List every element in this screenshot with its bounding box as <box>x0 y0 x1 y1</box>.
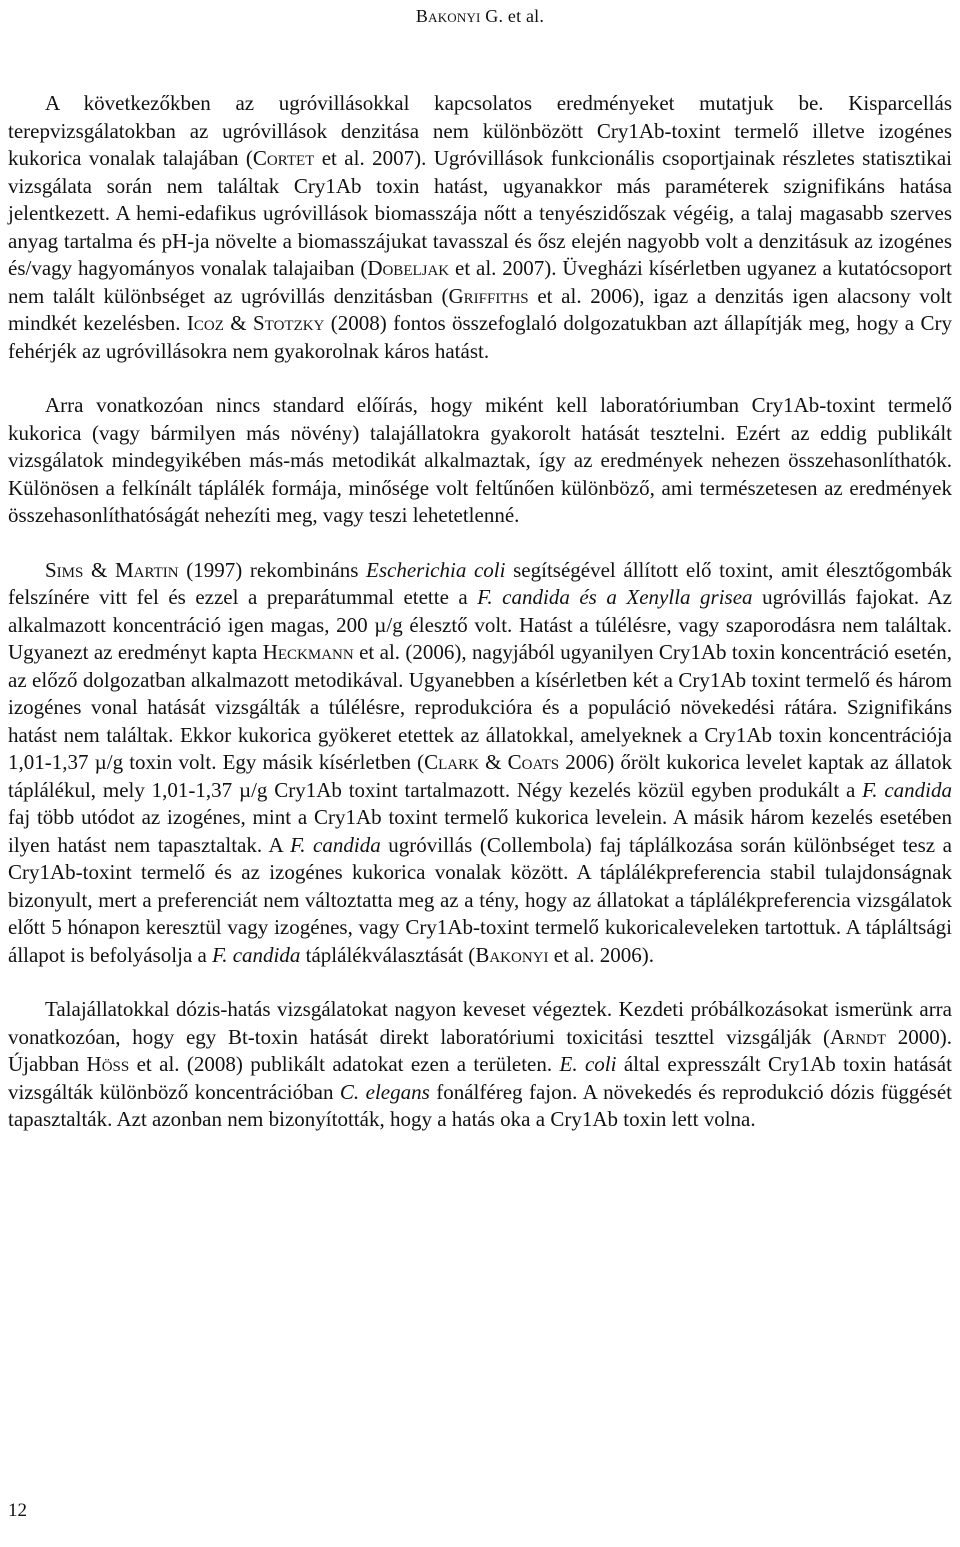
species-name: F. candida <box>862 777 952 802</box>
author-name: Icoz <box>186 311 224 335</box>
text-run: (1997) rekombináns <box>178 557 367 582</box>
text-run: et al. 2007). Üvegházi kísérletben ugyanez a kutatócsoport nem talált különbséget az ugróvillás denzitásban ( <box>8 256 952 308</box>
text-run: (2008) fontos összefoglaló dolgozatukban azt állapítják meg, hogy a Cry fehérjék az ugróvillásokra nem gyakorolnak káros hatást. <box>8 311 952 363</box>
text-run: & <box>83 557 115 582</box>
text-run: et al. 2006). <box>548 942 655 967</box>
author-name: Clark <box>424 750 479 774</box>
page-number: 12 <box>8 1500 27 1521</box>
text-run: faj több utódot az izogénes, mint a Cry1Ab toxint termelő kukorica levelein. A másik három kezelés esetében ilyen hatást nem tapasztaltak. A <box>8 805 952 857</box>
text-run: táplálékválasztását ( <box>300 942 476 967</box>
species-name: F. candida <box>212 942 301 967</box>
running-header <box>0 6 960 27</box>
author-name: Arndt <box>830 1024 887 1049</box>
author-name: Cortet <box>252 146 315 170</box>
text-run: et al. (2008) publikált adatokat ezen a területen. <box>129 1052 560 1076</box>
author-name: Dobeljak <box>367 256 450 280</box>
species-name: F. candida <box>290 832 381 857</box>
text-run: & <box>478 750 508 774</box>
text-run: ugróvillás (Collembola) faj táplálkozása során különbséget tesz a Cry1Ab-toxint termelő és az izogénes kukorica vonalak között. A táplálékpreferencia stabil tulajdonságnak bizonyult, mert a preferenciát nem változtatta meg az a tény, hogy az állatokat a táplálékpreferencia vizsgálatok előtt 5 hónapon keresztül vagy izogénes, vagy Cry1Ab-toxint termelő kukoricaleveleken tartottuk. A tápláltsági állapot is befolyásolja a <box>8 832 952 967</box>
text-run: et al. (2006), nagyjából ugyanilyen Cry1Ab toxin koncentráció esetén, az előző dolgozatban alkalmazott metodikával. Ugyanebben a kísérletben két a Cry1Ab toxint termelő és három izogénes vonal hatását vizsgálták a túlélésre, reprodukcióra és a populáció növekedési rátára. Szignifikáns hatást nem találtak. Ekkor kukorica gyökeret etettek az állatokkal, amelyeknek a Cry1Ab toxin koncentrációja 1,01-1,37 µ/g toxin volt. Egy másik kísérletben ( <box>8 640 952 774</box>
text-run: Talajállatokkal dózis-hatás vizsgálatokat nagyon keveset végeztek. Kezdeti próbálkozásokat ismerünk arra vonatkozóan, hogy egy Bt-toxin hatását direkt laboratóriumi toxicitási teszttel vizsgálják ( <box>8 997 952 1049</box>
author-name: Stotzky <box>253 311 325 335</box>
author-name: Coats <box>507 750 560 774</box>
author-name: Griffiths <box>448 283 529 308</box>
paragraph <box>8 392 952 530</box>
species-name: C. elegans <box>339 1079 430 1104</box>
author-name: Höss <box>86 1052 130 1076</box>
species-name: E. coli <box>559 1052 617 1076</box>
paragraph <box>8 90 952 365</box>
text-run: et al. 2006), igaz a denzitás igen alacsony volt mindkét kezelésben. <box>8 283 952 335</box>
paragraph <box>8 557 952 970</box>
text-run: et al. 2007). Ugróvillások funkcionális csoportjainak részletes statisztikai vizsgálata során nem találtak Cry1Ab toxin hatást, ugyanakkor más paraméterek szignifikáns hatása jelentkezett. A hemi-edafikus ugróvillások biomasszája nőtt a tenyészidőszak végéig, a talaj magasabb szerves anyag tartalma és pH-ja növelte a biomasszájukat tavasszal és ősz elején nagyobb volt a denzitásuk az izogénes és/vagy hagyományos vonalak talajaiban ( <box>8 146 952 280</box>
author-name: Bakonyi <box>475 942 549 967</box>
author-name: Sims <box>45 557 84 582</box>
text-run: & <box>223 311 253 335</box>
text-run: által expresszált Cry1Ab toxin hatását vizsgálták különböző koncentrációban <box>8 1052 952 1104</box>
text-run: A következőkben az ugróvillásokkal kapcsolatos eredményeket mutatjuk be. Kisparcellás terepvizsgálatokban az ugróvillások denzitása nem különbözött Cry1Ab-toxint termelő illetve izogénes kukorica vonalak talajában ( <box>8 91 952 170</box>
header-author-rest: G. et al. <box>480 6 545 26</box>
paragraph <box>8 996 952 1134</box>
text-run: 2006) őrölt kukorica levelet kaptak az állatok táplálékul, mely 1,01-1,37 µ/g Cry1Ab toxint tartalmazott. Négy kezelés közül egyben produkált a <box>8 750 952 802</box>
header-author-surname: Bakonyi <box>415 6 481 26</box>
author-name: Martin <box>115 557 179 582</box>
text-run: Arra vonatkozóan nincs standard előírás, hogy miként kell laboratóriumban Cry1Ab-toxint termelő kukorica (vagy bármilyen más növény) talajállatokra gyakorolt hatását tesztelni. Ezért az eddig publikált vizsgálatok mindegyikében más-más metodikát alkalmaztak, így az eredmények nehezen összehasonlíthatók. Különösen a felkínált táplálék formája, minősége volt feltűnően különböző, ami természetesen az eredmények összehasonlíthatóságát nehezíti meg, vagy teszi lehetetlenné. <box>8 393 952 527</box>
text-run: ugróvillás fajokat. Az alkalmazott koncentráció igen magas, 200 µ/g élesztő volt. Hatást a túlélésre, vagy szaporodásra nem találtak. Ugyanezt az eredményt kapta <box>8 585 952 664</box>
species-name: F. candida és a Xenylla grisea <box>477 585 753 609</box>
text-run: segítségével állított elő toxint, amit élesztőgombák felszínére vitt fel és ezzel a preparátummal etette a <box>8 557 953 609</box>
text-run: fonálféreg fajon. A növekedés és reprodukció dózis függését tapasztalták. Azt azonban nem bizonyították, hogy a hatás oka a Cry1Ab toxin lett volna. <box>8 1079 952 1131</box>
text-run: 2000). Újabban <box>8 1024 952 1076</box>
species-name: Escherichia coli <box>366 557 506 582</box>
author-name: Heckmann <box>262 640 354 664</box>
body-text <box>8 90 952 1134</box>
